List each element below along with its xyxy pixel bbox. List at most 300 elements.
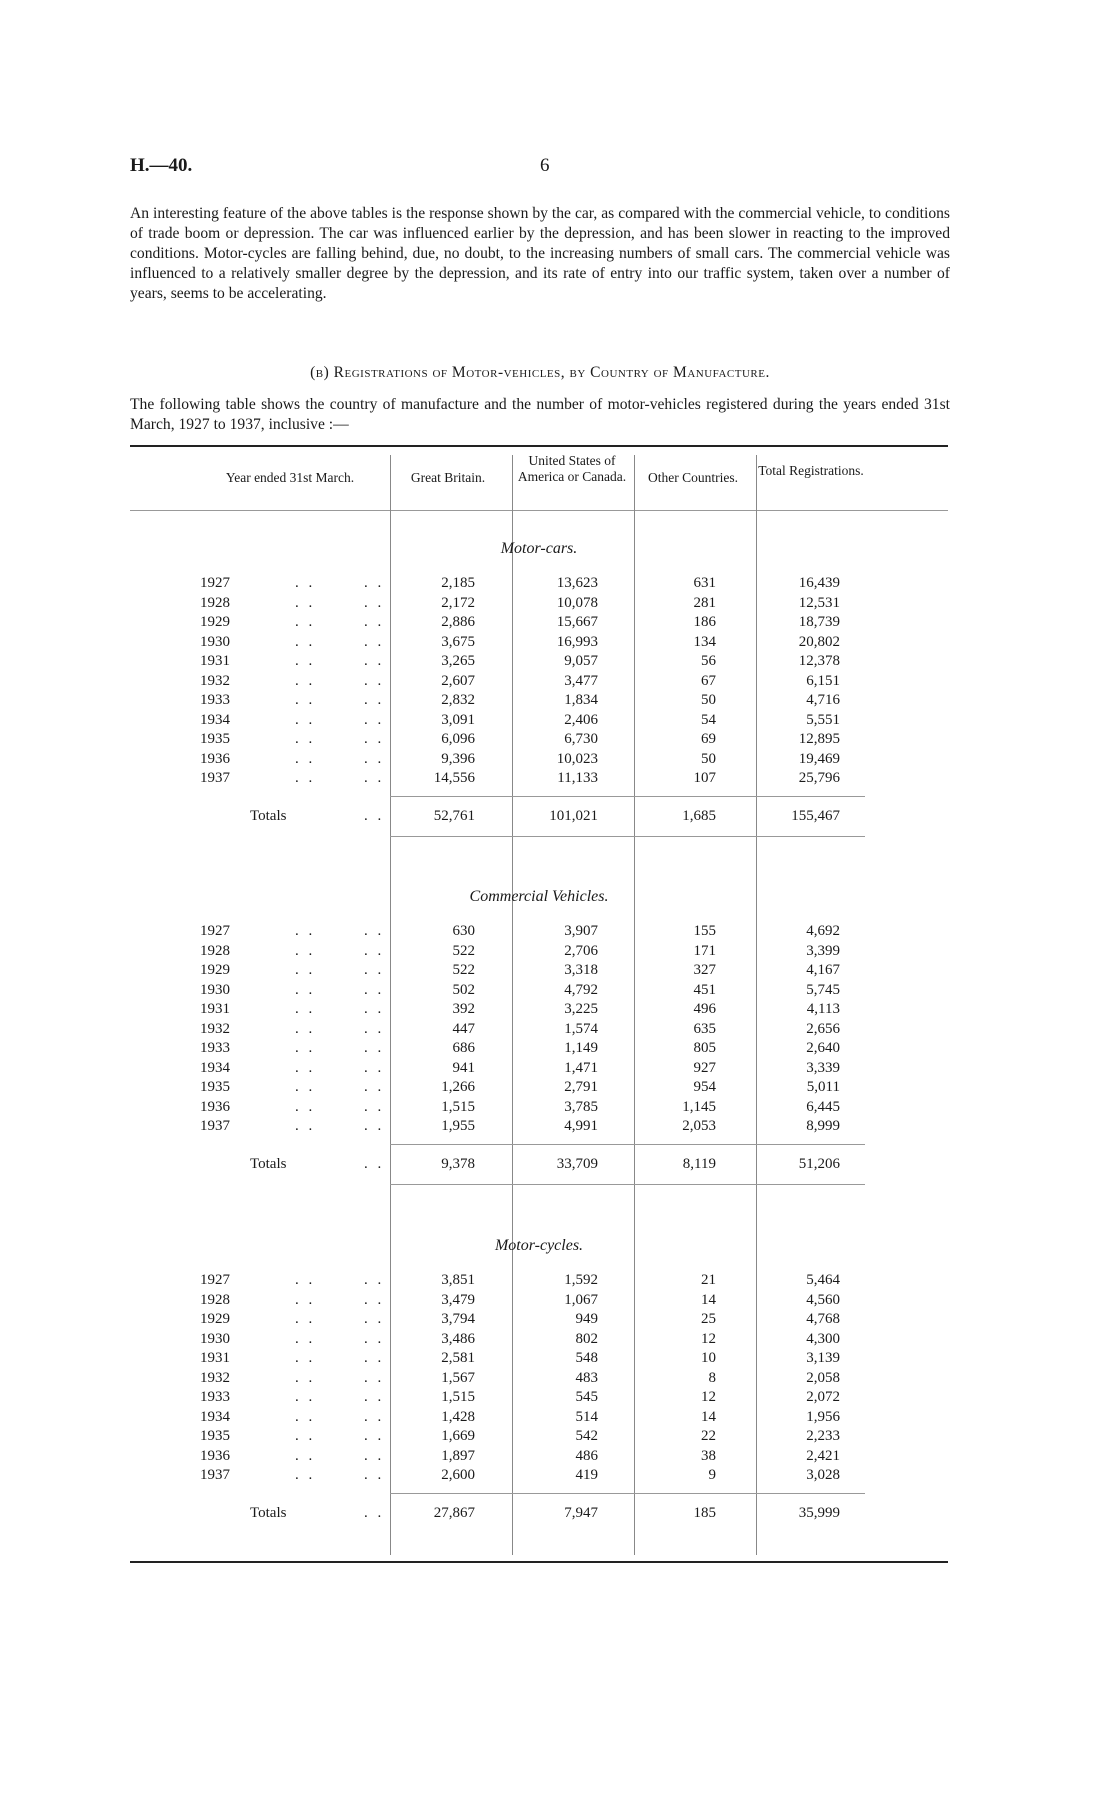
leader-dots: . . xyxy=(364,807,385,824)
usa-canada-cell: 2,791 xyxy=(564,1079,598,1095)
usa-canada-cell: 486 xyxy=(575,1447,598,1464)
leader-dots: . . xyxy=(295,1311,316,1327)
year-cell: 1936 xyxy=(200,1098,230,1115)
table-row xyxy=(0,943,1114,963)
table-row xyxy=(0,1409,1114,1429)
leader-dots: . . xyxy=(364,1118,385,1134)
leader-dots: . . xyxy=(364,594,385,611)
leader-dots: . . xyxy=(295,594,316,611)
leader-dots: . . xyxy=(295,1118,316,1134)
great-britain-cell: 392 xyxy=(452,1001,475,1017)
leader-dots: . . xyxy=(364,1311,385,1327)
table-row xyxy=(0,1467,1114,1487)
table-row xyxy=(0,982,1114,1002)
great-britain-cell: 1,428 xyxy=(441,1408,475,1425)
grand-total: 51,206 xyxy=(798,1155,840,1172)
leader-dots: . . xyxy=(364,1408,385,1425)
col-header-other: Other Countries. xyxy=(648,470,738,485)
total-cell: 6,445 xyxy=(806,1098,840,1115)
great-britain-cell: 3,675 xyxy=(441,633,475,650)
totals-rule xyxy=(390,1144,865,1145)
leader-dots: . . xyxy=(364,1272,385,1288)
year-cell: 1928 xyxy=(200,594,230,611)
year-cell: 1930 xyxy=(200,1330,230,1347)
total-cell: 6,151 xyxy=(806,672,840,689)
usa-canada-cell: 2,706 xyxy=(564,942,598,959)
year-cell: 1933 xyxy=(200,692,230,708)
great-britain-cell: 502 xyxy=(452,981,475,998)
section-title: Commercial Vehicles. xyxy=(469,888,609,905)
great-britain-cell: 3,486 xyxy=(441,1330,475,1347)
usa-canada-cell: 949 xyxy=(575,1311,598,1327)
year-cell: 1929 xyxy=(200,962,230,978)
year-cell: 1934 xyxy=(200,1059,230,1076)
other-countries-cell: 496 xyxy=(693,1001,716,1017)
great-britain-cell: 1,515 xyxy=(441,1389,475,1405)
great-britain-cell: 3,851 xyxy=(441,1272,475,1288)
usa-canada-cell: 1,471 xyxy=(564,1059,598,1076)
leader-dots: . . xyxy=(364,633,385,650)
usa-canada-cell: 548 xyxy=(575,1350,598,1366)
other-countries-total: 1,685 xyxy=(682,807,716,824)
total-cell: 4,167 xyxy=(806,962,840,978)
total-cell: 20,802 xyxy=(798,633,840,650)
leader-dots: . . xyxy=(364,1504,385,1521)
other-countries-cell: 67 xyxy=(701,672,716,689)
leader-dots: . . xyxy=(364,1020,385,1037)
year-cell: 1928 xyxy=(200,1291,230,1308)
leader-dots: . . xyxy=(364,575,385,591)
leader-dots: . . xyxy=(295,633,316,650)
usa-canada-total: 7,947 xyxy=(564,1504,598,1521)
great-britain-cell: 3,479 xyxy=(441,1291,475,1308)
page-number: 6 xyxy=(540,155,550,176)
other-countries-cell: 10 xyxy=(701,1350,716,1366)
table-intro: The following table shows the country of manufacture and the number of motor-vehicles registered during the years ended 31st March, 1927 to 1937, inclusive :— xyxy=(130,396,950,433)
total-cell: 4,113 xyxy=(806,1001,840,1017)
great-britain-cell: 1,567 xyxy=(441,1369,475,1386)
great-britain-cell: 1,897 xyxy=(441,1447,475,1464)
total-cell: 25,796 xyxy=(798,770,840,786)
other-countries-cell: 12 xyxy=(701,1389,716,1405)
great-britain-cell: 3,265 xyxy=(441,653,475,669)
usa-canada-cell: 3,907 xyxy=(564,923,598,939)
other-countries-cell: 805 xyxy=(693,1040,716,1056)
year-cell: 1927 xyxy=(200,923,230,939)
leader-dots: . . xyxy=(364,1447,385,1464)
leader-dots: . . xyxy=(364,750,385,767)
leader-dots: . . xyxy=(364,614,385,630)
great-britain-cell: 1,669 xyxy=(441,1428,475,1444)
totals-label: Totals xyxy=(250,807,287,824)
usa-canada-cell: 16,993 xyxy=(556,633,598,650)
leader-dots: . . xyxy=(295,1020,316,1037)
leader-dots: . . xyxy=(364,1040,385,1056)
year-cell: 1932 xyxy=(200,1020,230,1037)
other-countries-cell: 631 xyxy=(693,575,716,591)
year-cell: 1932 xyxy=(200,672,230,689)
leader-dots: . . xyxy=(364,1389,385,1405)
other-countries-cell: 56 xyxy=(701,653,716,669)
great-britain-cell: 9,396 xyxy=(441,750,475,767)
year-cell: 1936 xyxy=(200,750,230,767)
total-cell: 5,745 xyxy=(806,981,840,998)
leader-dots: . . xyxy=(295,1330,316,1347)
table-row xyxy=(0,673,1114,693)
total-cell: 4,560 xyxy=(806,1291,840,1308)
other-countries-cell: 281 xyxy=(693,594,716,611)
totals-label: Totals xyxy=(250,1504,287,1521)
great-britain-cell: 14,556 xyxy=(433,770,475,786)
leader-dots: . . xyxy=(364,1330,385,1347)
total-cell: 4,716 xyxy=(806,692,840,708)
table-row xyxy=(0,1040,1114,1060)
year-cell: 1937 xyxy=(200,1467,230,1483)
totals-rule xyxy=(390,796,865,797)
total-cell: 3,399 xyxy=(806,942,840,959)
usa-canada-cell: 2,406 xyxy=(564,711,598,728)
table-row xyxy=(0,1448,1114,1468)
year-cell: 1937 xyxy=(200,1118,230,1134)
other-countries-cell: 2,053 xyxy=(682,1118,716,1134)
usa-canada-cell: 3,477 xyxy=(564,672,598,689)
other-countries-cell: 50 xyxy=(701,692,716,708)
great-britain-cell: 447 xyxy=(452,1020,475,1037)
usa-canada-cell: 4,991 xyxy=(564,1118,598,1134)
other-countries-cell: 22 xyxy=(701,1428,716,1444)
leader-dots: . . xyxy=(295,1059,316,1076)
col-header-usa-canada: United States of America or Canada. xyxy=(517,453,627,484)
year-cell: 1931 xyxy=(200,1350,230,1366)
section-title: Motor-cycles. xyxy=(494,1237,584,1254)
total-cell: 4,300 xyxy=(806,1330,840,1347)
great-britain-cell: 2,607 xyxy=(441,672,475,689)
table-row xyxy=(0,770,1114,790)
great-britain-cell: 2,185 xyxy=(441,575,475,591)
other-countries-cell: 21 xyxy=(701,1272,716,1288)
leader-dots: . . xyxy=(364,962,385,978)
great-britain-cell: 1,266 xyxy=(441,1079,475,1095)
great-britain-cell: 941 xyxy=(452,1059,475,1076)
table-row xyxy=(0,1389,1114,1409)
table-row xyxy=(0,1272,1114,1292)
usa-canada-cell: 3,785 xyxy=(564,1098,598,1115)
usa-canada-cell: 1,592 xyxy=(564,1272,598,1288)
other-countries-cell: 12 xyxy=(701,1330,716,1347)
other-countries-cell: 107 xyxy=(693,770,716,786)
total-cell: 3,028 xyxy=(806,1467,840,1483)
leader-dots: . . xyxy=(295,575,316,591)
table-row xyxy=(0,653,1114,673)
other-countries-cell: 38 xyxy=(701,1447,716,1464)
leader-dots: . . xyxy=(295,923,316,939)
col-header-total: Total Registrations. xyxy=(758,463,864,478)
intro-paragraph: An interesting feature of the above tables is the response shown by the car, as compared with the commercial vehicle, to conditions of trade boom or depression. The car was influenced earlier by the depression, and has been slower in reacting to the improved conditions. Motor-cycles are falling behind, due, no doubt, to the increasing numbers of small cars. The commercial vehicle was influenced to a relatively smaller degree by the depression, and its rate of entry into our traffic system, taken over a number of years, seems to be accelerating. xyxy=(130,205,950,302)
leader-dots: . . xyxy=(364,1098,385,1115)
total-cell: 2,421 xyxy=(806,1447,840,1464)
other-countries-cell: 9 xyxy=(708,1467,716,1483)
great-britain-cell: 2,886 xyxy=(441,614,475,630)
totals-row xyxy=(0,1156,1114,1176)
usa-canada-cell: 13,623 xyxy=(556,575,598,591)
total-cell: 2,233 xyxy=(806,1428,840,1444)
leader-dots: . . xyxy=(364,672,385,689)
leader-dots: . . xyxy=(364,692,385,708)
other-countries-cell: 635 xyxy=(693,1020,716,1037)
total-cell: 16,439 xyxy=(798,575,840,591)
great-britain-cell: 2,832 xyxy=(441,692,475,708)
leader-dots: . . xyxy=(364,1467,385,1483)
great-britain-total: 27,867 xyxy=(433,1504,475,1521)
leader-dots: . . xyxy=(364,923,385,939)
year-cell: 1934 xyxy=(200,1408,230,1425)
table-row xyxy=(0,595,1114,615)
table-row xyxy=(0,634,1114,654)
total-cell: 2,656 xyxy=(806,1020,840,1037)
other-countries-cell: 186 xyxy=(693,614,716,630)
total-cell: 5,551 xyxy=(806,711,840,728)
year-cell: 1930 xyxy=(200,633,230,650)
grand-total: 155,467 xyxy=(791,807,840,824)
leader-dots: . . xyxy=(364,1350,385,1366)
table-row xyxy=(0,1331,1114,1351)
table-row xyxy=(0,1079,1114,1099)
col-header-year: Year ended 31st March. xyxy=(225,470,355,485)
leader-dots: . . xyxy=(295,1291,316,1308)
table-row xyxy=(0,692,1114,712)
usa-canada-cell: 6,730 xyxy=(564,731,598,747)
leader-dots: . . xyxy=(295,614,316,630)
leader-dots: . . xyxy=(295,1408,316,1425)
other-countries-cell: 1,145 xyxy=(682,1098,716,1115)
year-cell: 1933 xyxy=(200,1040,230,1056)
usa-canada-cell: 3,225 xyxy=(564,1001,598,1017)
total-cell: 4,768 xyxy=(806,1311,840,1327)
usa-canada-cell: 9,057 xyxy=(564,653,598,669)
great-britain-cell: 3,091 xyxy=(441,711,475,728)
usa-canada-cell: 11,133 xyxy=(557,770,598,786)
other-countries-cell: 327 xyxy=(693,962,716,978)
year-cell: 1927 xyxy=(200,1272,230,1288)
other-countries-cell: 927 xyxy=(693,1059,716,1076)
other-countries-cell: 954 xyxy=(693,1079,716,1095)
usa-canada-cell: 15,667 xyxy=(556,614,598,630)
total-cell: 8,999 xyxy=(806,1118,840,1134)
leader-dots: . . xyxy=(295,1272,316,1288)
leader-dots: . . xyxy=(295,731,316,747)
usa-canada-cell: 483 xyxy=(575,1369,598,1386)
year-cell: 1927 xyxy=(200,575,230,591)
usa-canada-cell: 1,149 xyxy=(564,1040,598,1056)
great-britain-cell: 2,600 xyxy=(441,1467,475,1483)
totals-row xyxy=(0,808,1114,828)
total-cell: 12,895 xyxy=(798,731,840,747)
great-britain-cell: 6,096 xyxy=(441,731,475,747)
usa-canada-cell: 4,792 xyxy=(564,981,598,998)
header-underline xyxy=(130,510,948,511)
leader-dots: . . xyxy=(295,1040,316,1056)
table-row xyxy=(0,1021,1114,1041)
table-row xyxy=(0,962,1114,982)
other-countries-cell: 69 xyxy=(701,731,716,747)
great-britain-cell: 1,515 xyxy=(441,1098,475,1115)
leader-dots: . . xyxy=(295,653,316,669)
leader-dots: . . xyxy=(295,770,316,786)
usa-canada-cell: 542 xyxy=(575,1428,598,1444)
table-row xyxy=(0,1350,1114,1370)
leader-dots: . . xyxy=(295,1389,316,1405)
year-cell: 1931 xyxy=(200,653,230,669)
usa-canada-cell: 1,834 xyxy=(564,692,598,708)
year-cell: 1935 xyxy=(200,1428,230,1444)
other-countries-cell: 134 xyxy=(693,633,716,650)
totals-row xyxy=(0,1505,1114,1525)
year-cell: 1936 xyxy=(200,1447,230,1464)
leader-dots: . . xyxy=(295,692,316,708)
other-countries-cell: 155 xyxy=(693,923,716,939)
leader-dots: . . xyxy=(295,1467,316,1483)
table-row xyxy=(0,614,1114,634)
year-cell: 1934 xyxy=(200,711,230,728)
leader-dots: . . xyxy=(364,1001,385,1017)
other-countries-cell: 25 xyxy=(701,1311,716,1327)
other-countries-total: 185 xyxy=(693,1504,716,1521)
table-row xyxy=(0,575,1114,595)
total-cell: 4,692 xyxy=(806,923,840,939)
table-row xyxy=(0,751,1114,771)
leader-dots: . . xyxy=(295,672,316,689)
year-cell: 1935 xyxy=(200,1079,230,1095)
usa-canada-total: 101,021 xyxy=(549,807,598,824)
other-countries-cell: 14 xyxy=(701,1408,716,1425)
table-row xyxy=(0,1370,1114,1390)
usa-canada-cell: 1,067 xyxy=(564,1291,598,1308)
leader-dots: . . xyxy=(295,711,316,728)
year-cell: 1928 xyxy=(200,942,230,959)
great-britain-cell: 1,955 xyxy=(441,1118,475,1134)
total-cell: 5,464 xyxy=(806,1272,840,1288)
leader-dots: . . xyxy=(364,1155,385,1172)
other-countries-cell: 50 xyxy=(701,750,716,767)
table-row xyxy=(0,1311,1114,1331)
leader-dots: . . xyxy=(295,942,316,959)
total-cell: 12,378 xyxy=(798,653,840,669)
year-cell: 1929 xyxy=(200,614,230,630)
leader-dots: . . xyxy=(295,1428,316,1444)
leader-dots: . . xyxy=(364,1291,385,1308)
usa-canada-cell: 419 xyxy=(575,1467,598,1483)
great-britain-cell: 3,794 xyxy=(441,1311,475,1327)
year-cell: 1930 xyxy=(200,981,230,998)
year-cell: 1935 xyxy=(200,731,230,747)
leader-dots: . . xyxy=(295,962,316,978)
other-countries-cell: 14 xyxy=(701,1291,716,1308)
leader-dots: . . xyxy=(364,942,385,959)
leader-dots: . . xyxy=(364,1079,385,1095)
leader-dots: . . xyxy=(364,731,385,747)
great-britain-total: 9,378 xyxy=(441,1155,475,1172)
total-cell: 19,469 xyxy=(798,750,840,767)
table-row xyxy=(0,712,1114,732)
leader-dots: . . xyxy=(364,981,385,998)
other-countries-cell: 8 xyxy=(708,1369,716,1386)
table-row xyxy=(0,1428,1114,1448)
usa-canada-total: 33,709 xyxy=(556,1155,598,1172)
leader-dots: . . xyxy=(295,981,316,998)
other-countries-cell: 451 xyxy=(693,981,716,998)
leader-dots: . . xyxy=(364,770,385,786)
total-cell: 18,739 xyxy=(798,614,840,630)
table-row xyxy=(0,731,1114,751)
usa-canada-cell: 802 xyxy=(575,1330,598,1347)
usa-canada-cell: 10,023 xyxy=(556,750,598,767)
section-title: Motor-cars. xyxy=(500,540,578,557)
table-row xyxy=(0,1001,1114,1021)
table-bottom-rule xyxy=(130,1561,948,1563)
page-header-ref: H.—40. xyxy=(130,155,193,176)
total-cell: 2,072 xyxy=(806,1389,840,1405)
leader-dots: . . xyxy=(295,1098,316,1115)
total-cell: 2,058 xyxy=(806,1369,840,1386)
totals-underline xyxy=(390,1184,865,1185)
great-britain-cell: 522 xyxy=(452,962,475,978)
year-cell: 1929 xyxy=(200,1311,230,1327)
leader-dots: . . xyxy=(364,1369,385,1386)
usa-canada-cell: 1,574 xyxy=(564,1020,598,1037)
totals-rule xyxy=(390,1493,865,1494)
col-header-great-britain: Great Britain. xyxy=(410,470,486,485)
usa-canada-cell: 3,318 xyxy=(564,962,598,978)
year-cell: 1937 xyxy=(200,770,230,786)
table-row xyxy=(0,923,1114,943)
great-britain-cell: 522 xyxy=(452,942,475,959)
leader-dots: . . xyxy=(364,1059,385,1076)
year-cell: 1932 xyxy=(200,1369,230,1386)
leader-dots: . . xyxy=(295,750,316,767)
other-countries-cell: 171 xyxy=(693,942,716,959)
great-britain-cell: 630 xyxy=(452,923,475,939)
section-heading: (b) Registrations of Motor-vehicles, by Country of Manufacture. xyxy=(310,364,770,381)
totals-label: Totals xyxy=(250,1155,287,1172)
great-britain-cell: 2,581 xyxy=(441,1350,475,1366)
other-countries-total: 8,119 xyxy=(682,1155,716,1172)
table-top-rule xyxy=(130,445,948,447)
other-countries-cell: 54 xyxy=(701,711,716,728)
year-cell: 1931 xyxy=(200,1001,230,1017)
table-row xyxy=(0,1099,1114,1119)
total-cell: 1,956 xyxy=(806,1408,840,1425)
leader-dots: . . xyxy=(295,1369,316,1386)
great-britain-total: 52,761 xyxy=(433,807,475,824)
grand-total: 35,999 xyxy=(798,1504,840,1521)
great-britain-cell: 2,172 xyxy=(441,594,475,611)
leader-dots: . . xyxy=(295,1079,316,1095)
leader-dots: . . xyxy=(295,1001,316,1017)
table-row xyxy=(0,1060,1114,1080)
great-britain-cell: 686 xyxy=(452,1040,475,1056)
leader-dots: . . xyxy=(295,1350,316,1366)
table-row xyxy=(0,1118,1114,1138)
totals-underline xyxy=(390,836,865,837)
leader-dots: . . xyxy=(364,1428,385,1444)
total-cell: 12,531 xyxy=(798,594,840,611)
leader-dots: . . xyxy=(364,711,385,728)
usa-canada-cell: 545 xyxy=(575,1389,598,1405)
leader-dots: . . xyxy=(364,653,385,669)
total-cell: 2,640 xyxy=(806,1040,840,1056)
year-cell: 1933 xyxy=(200,1389,230,1405)
total-cell: 3,339 xyxy=(806,1059,840,1076)
